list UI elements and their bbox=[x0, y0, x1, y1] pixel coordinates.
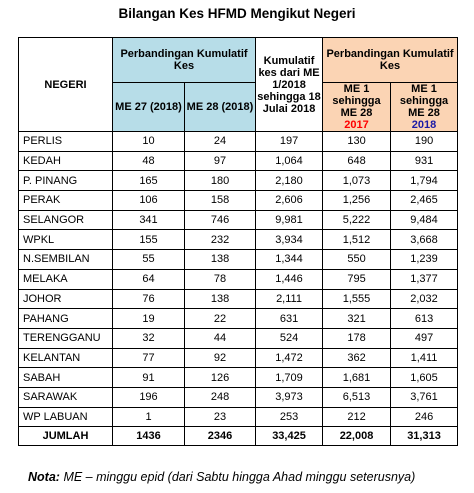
cell-2018: 1,605 bbox=[391, 368, 458, 388]
table-body bbox=[19, 132, 458, 446]
table-row bbox=[19, 368, 458, 388]
cell-total-kumulatif: 33,425 bbox=[256, 427, 323, 446]
cell-state: WPKL bbox=[19, 230, 113, 250]
table-row bbox=[19, 387, 458, 407]
cell-me28: 138 bbox=[185, 289, 256, 309]
cell-me27: 32 bbox=[113, 328, 185, 348]
header-2017-year: 2017 bbox=[344, 119, 369, 131]
hfmd-table bbox=[18, 37, 458, 446]
cell-me27: 1 bbox=[113, 407, 185, 427]
cell-state: KEDAH bbox=[19, 151, 113, 171]
header-negeri: NEGERI bbox=[19, 38, 113, 132]
header-2018 bbox=[391, 83, 458, 132]
cell-me27: 106 bbox=[113, 191, 185, 211]
cell-2017: 1,555 bbox=[323, 289, 391, 309]
cell-2017: 130 bbox=[323, 132, 391, 152]
cell-me28: 138 bbox=[185, 250, 256, 270]
cell-me27: 55 bbox=[113, 250, 185, 270]
cell-kumulatif: 2,606 bbox=[256, 191, 323, 211]
cell-me27: 48 bbox=[113, 151, 185, 171]
cell-2017: 795 bbox=[323, 269, 391, 289]
table-row bbox=[19, 151, 458, 171]
cell-2018: 1,377 bbox=[391, 269, 458, 289]
cell-kumulatif: 253 bbox=[256, 407, 323, 427]
header-2018-year: 2018 bbox=[411, 119, 437, 131]
table-row bbox=[19, 309, 458, 329]
cell-2017: 1,681 bbox=[323, 368, 391, 388]
cell-2018: 1,239 bbox=[391, 250, 458, 270]
cell-2017: 178 bbox=[323, 328, 391, 348]
total-row bbox=[19, 427, 458, 446]
cell-total-me27: 1436 bbox=[113, 427, 185, 446]
cell-2018: 190 bbox=[391, 132, 458, 152]
cell-2017: 1,073 bbox=[323, 171, 391, 191]
cell-me28: 158 bbox=[185, 191, 256, 211]
header-kumulatif: Kumulatif kes dari ME 1/2018 sehingga 18 Julai 2018 bbox=[256, 38, 323, 132]
cell-me27: 155 bbox=[113, 230, 185, 250]
cell-state: JOHOR bbox=[19, 289, 113, 309]
cell-2017: 6,513 bbox=[323, 387, 391, 407]
cell-total-me28: 2346 bbox=[185, 427, 256, 446]
table-row bbox=[19, 328, 458, 348]
cell-2017: 648 bbox=[323, 151, 391, 171]
cell-me28: 78 bbox=[185, 269, 256, 289]
cell-kumulatif: 9,981 bbox=[256, 210, 323, 230]
cell-me27: 19 bbox=[113, 309, 185, 329]
cell-2017: 1,256 bbox=[323, 191, 391, 211]
table-row bbox=[19, 132, 458, 152]
cell-state: WP LABUAN bbox=[19, 407, 113, 427]
cell-kumulatif: 197 bbox=[256, 132, 323, 152]
cell-me27: 341 bbox=[113, 210, 185, 230]
cell-total-2018: 31,313 bbox=[391, 427, 458, 446]
cell-2017: 212 bbox=[323, 407, 391, 427]
cell-2018: 1,794 bbox=[391, 171, 458, 191]
footnote-text: ME – minggu epid (dari Sabtu hingga Ahad minggu seterusnya) bbox=[63, 470, 416, 484]
cell-me27: 76 bbox=[113, 289, 185, 309]
cell-2017: 321 bbox=[323, 309, 391, 329]
cell-kumulatif: 2,111 bbox=[256, 289, 323, 309]
table-row bbox=[19, 348, 458, 368]
cell-2017: 362 bbox=[323, 348, 391, 368]
cell-me28: 22 bbox=[185, 309, 256, 329]
header-group-orange: Perbandingan Kumulatif Kes bbox=[323, 38, 458, 83]
cell-kumulatif: 1,344 bbox=[256, 250, 323, 270]
header-2018-label: ME 1 sehingga ME 28 bbox=[399, 83, 449, 119]
cell-me28: 232 bbox=[185, 230, 256, 250]
cell-kumulatif: 1,446 bbox=[256, 269, 323, 289]
cell-me27: 10 bbox=[113, 132, 185, 152]
table-row bbox=[19, 191, 458, 211]
cell-2018: 3,761 bbox=[391, 387, 458, 407]
table-row bbox=[19, 269, 458, 289]
cell-me27: 64 bbox=[113, 269, 185, 289]
cell-2017: 550 bbox=[323, 250, 391, 270]
cell-me27: 77 bbox=[113, 348, 185, 368]
table-row bbox=[19, 407, 458, 427]
cell-me28: 97 bbox=[185, 151, 256, 171]
cell-kumulatif: 1,064 bbox=[256, 151, 323, 171]
cell-me28: 248 bbox=[185, 387, 256, 407]
cell-me28: 24 bbox=[185, 132, 256, 152]
cell-2018: 931 bbox=[391, 151, 458, 171]
cell-2018: 246 bbox=[391, 407, 458, 427]
cell-2018: 2,032 bbox=[391, 289, 458, 309]
table-row bbox=[19, 250, 458, 270]
cell-2018: 9,484 bbox=[391, 210, 458, 230]
cell-2018: 3,668 bbox=[391, 230, 458, 250]
cell-kumulatif: 1,472 bbox=[256, 348, 323, 368]
cell-2017: 5,222 bbox=[323, 210, 391, 230]
cell-state: PERLIS bbox=[19, 132, 113, 152]
cell-kumulatif: 631 bbox=[256, 309, 323, 329]
cell-kumulatif: 3,973 bbox=[256, 387, 323, 407]
cell-state: PAHANG bbox=[19, 309, 113, 329]
cell-me27: 91 bbox=[113, 368, 185, 388]
cell-me28: 126 bbox=[185, 368, 256, 388]
cell-me28: 746 bbox=[185, 210, 256, 230]
cell-kumulatif: 524 bbox=[256, 328, 323, 348]
cell-state: N.SEMBILAN bbox=[19, 250, 113, 270]
header-me27: ME 27 (2018) bbox=[113, 83, 185, 132]
footnote bbox=[28, 470, 415, 484]
header-me28: ME 28 (2018) bbox=[185, 83, 256, 132]
cell-total-label: JUMLAH bbox=[19, 427, 113, 446]
footnote-label: Nota: bbox=[28, 470, 60, 484]
cell-kumulatif: 3,934 bbox=[256, 230, 323, 250]
cell-2018: 2,465 bbox=[391, 191, 458, 211]
cell-kumulatif: 2,180 bbox=[256, 171, 323, 191]
table-row bbox=[19, 289, 458, 309]
header-2017 bbox=[323, 83, 391, 132]
cell-state: SABAH bbox=[19, 368, 113, 388]
cell-state: SARAWAK bbox=[19, 387, 113, 407]
cell-me28: 92 bbox=[185, 348, 256, 368]
cell-2018: 497 bbox=[391, 328, 458, 348]
cell-2018: 1,411 bbox=[391, 348, 458, 368]
header-2017-label: ME 1 sehingga ME 28 bbox=[332, 83, 381, 119]
cell-state: SELANGOR bbox=[19, 210, 113, 230]
cell-me27: 196 bbox=[113, 387, 185, 407]
cell-state: KELANTAN bbox=[19, 348, 113, 368]
cell-2017: 1,512 bbox=[323, 230, 391, 250]
table-row bbox=[19, 171, 458, 191]
cell-state: PERAK bbox=[19, 191, 113, 211]
header-group-blue: Perbandingan Kumulatif Kes bbox=[113, 38, 256, 83]
cell-kumulatif: 1,709 bbox=[256, 368, 323, 388]
table-row bbox=[19, 230, 458, 250]
cell-me28: 23 bbox=[185, 407, 256, 427]
cell-me28: 44 bbox=[185, 328, 256, 348]
cell-state: TERENGGANU bbox=[19, 328, 113, 348]
cell-total-2017: 22,008 bbox=[323, 427, 391, 446]
page-title: Bilangan Kes HFMD Mengikut Negeri bbox=[118, 6, 356, 21]
cell-state: P. PINANG bbox=[19, 171, 113, 191]
table-row bbox=[19, 210, 458, 230]
cell-state: MELAKA bbox=[19, 269, 113, 289]
cell-me27: 165 bbox=[113, 171, 185, 191]
cell-2018: 613 bbox=[391, 309, 458, 329]
cell-me28: 180 bbox=[185, 171, 256, 191]
